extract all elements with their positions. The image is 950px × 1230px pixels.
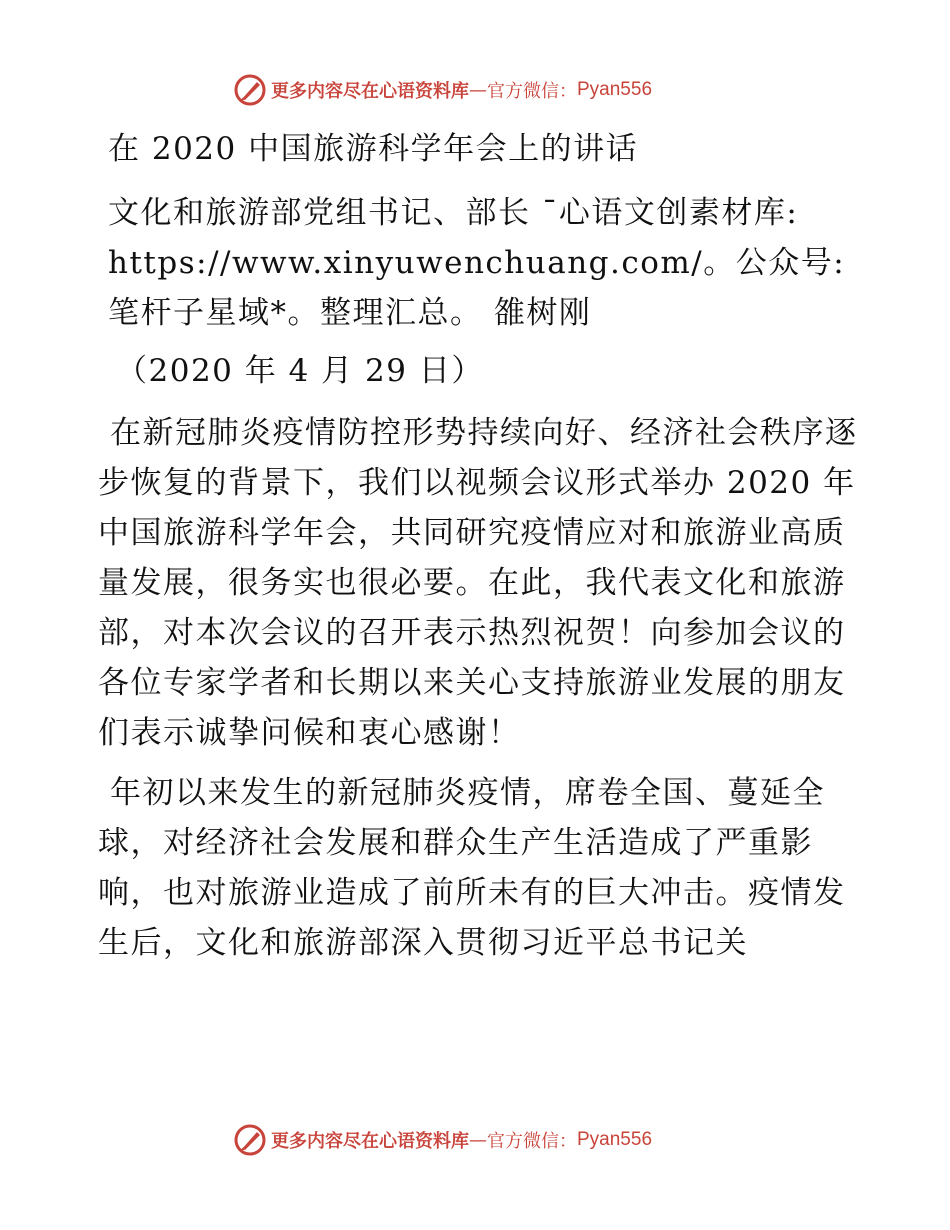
document-title: 在 2020 中国旅游科学年会上的讲话 — [108, 131, 639, 167]
speech-date: （2020 年 4 月 29 日） — [116, 353, 484, 389]
banner-wechat-label: 官方微信： — [487, 81, 577, 102]
quill-logo-icon — [233, 73, 267, 107]
paragraph-1: 在新冠肺炎疫情防控形势持续向好、经济社会秩序逐步恢复的背景下，我们以视频会议形式举办 2020 年中国旅游科学年会，共同研究疫情应对和旅游业高质量发展，很务实也很必要。在此，我代表文化和旅游部，对本次会议的召开表示热烈祝贺！向参加会议的各位专家学者和长期以来关心支持旅游业发展的朋友们表示诚挚问候和衷心感谢！ — [98, 415, 858, 751]
author-line: 文化和旅游部党组书记、部长 ¯心语文创素材库: https://www.xinyuwenchuang.com/。公众号: 笔杆子星域*。整理汇总。 雒树刚 — [108, 195, 846, 331]
footer-watermark-banner — [233, 1122, 652, 1158]
banner-main-text: 更多内容尽在心语资料库 — [271, 1131, 469, 1152]
banner-wechat-label: 官方微信： — [487, 1131, 577, 1152]
banner-dash: — — [469, 79, 487, 101]
banner-wechat-id: Pyan556 — [577, 1129, 653, 1150]
banner-main-text: 更多内容尽在心语资料库 — [271, 81, 469, 102]
banner-wechat-id: Pyan556 — [577, 79, 653, 100]
document-body — [98, 124, 858, 968]
quill-logo-icon — [233, 1123, 267, 1157]
paragraph-2: 年初以来发生的新冠肺炎疫情，席卷全国、蔓延全球，对经济社会发展和群众生产生活造成了严重影响，也对旅游业造成了前所未有的巨大冲击。疫情发生后，文化和旅游部深入贯彻习近平总书记关 — [98, 775, 846, 961]
header-watermark-banner — [233, 72, 652, 108]
banner-dash: — — [469, 1129, 487, 1151]
